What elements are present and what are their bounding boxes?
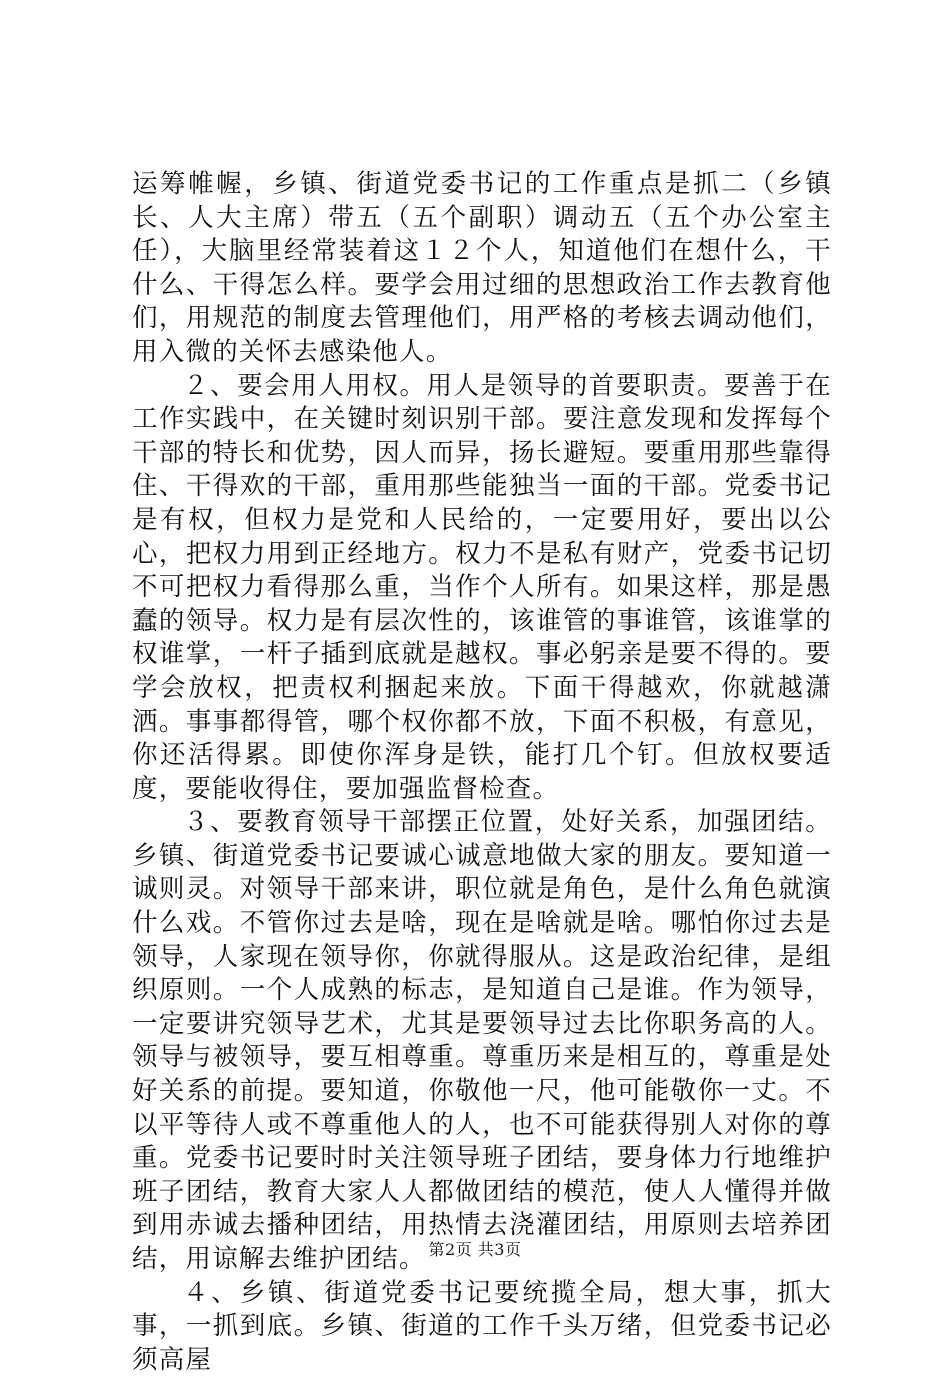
paragraph-4: ４、乡镇、街道党委书记要统揽全局，想大事，抓大事，一抓到底。乡镇、街道的工作千头万绪，但党委书记必须高屋 <box>132 1277 832 1375</box>
paragraph-3: ３、要教育领导干部摆正位置，处好关系，加强团结。乡镇、街道党委书记要诚心诚意地做大家的朋友。要知道一诚则灵。对领导干部来讲，职位就是角色，是什么角色就演什么戏。不管你过去是啥，现在是啥就是啥。哪怕你过去是领导，人家现在领导你，你就得服从。这是政治纪律，是组织原则。一个人成熟的标志，是知道自己是谁。作为领导，一定要讲究领导艺术，尤其是要领导过去比你职务高的人。领导与被领导，要互相尊重。尊重历来是相互的，尊重是处好关系的前提。要知道，你敬他一尺，他可能敬你一丈。不以平等待人或不尊重他人的人，也不可能获得别人对你的尊重。党委书记要时时关注领导班子团结，要身体力行地维护班子团结，教育大家人人都做团结的模范，使人人懂得并做到用赤诚去播种团结，用热情去浇灌团结，用原则去培养团结，用谅解去维护团结。 <box>132 807 832 1274</box>
paragraph-continuation: 运筹帷幄，乡镇、街道党委书记的工作重点是抓二（乡镇长、人大主席）带五（五个副职）调动五（五个办公室主任），大脑里经常装着这１２个人，知道他们在想什么，干什么、干得怎么样。要学会用过细的思想政治工作去教育他们，用规范的制度去管理他们，用严格的考核去调动他们，用入微的关怀去感染他人。 <box>132 169 832 367</box>
paragraph-2: ２、要会用人用权。用人是领导的首要职责。要善于在工作实践中，在关键时刻识别干部。要注意发现和发挥每个干部的特长和优势，因人而异，扬长避短。要重用那些靠得住、干得欢的干部，重用那些能独当一面的干部。党委书记是有权，但权力是党和人民给的，一定要用好，要出以公心，把权力用到正经地方。权力不是私有财产，党委书记切不可把权力看得那么重，当作个人所有。如果这样，那是愚蠢的领导。权力是有层次性的，该谁管的事谁管，该谁掌的权谁掌，一杆子插到底就是越权。事必躬亲是要不得的。要学会放权，把责权利捆起来放。下面干得越欢，你就越潇洒。事事都得管，哪个权你都不放，下面不积极，有意见，你还活得累。即使你浑身是铁，能打几个钉。但放权要适度，要能收得住，要加强监督检查。 <box>132 370 832 804</box>
document-body <box>132 168 832 1377</box>
page-footer: 第2页 共3页 <box>428 1240 522 1259</box>
